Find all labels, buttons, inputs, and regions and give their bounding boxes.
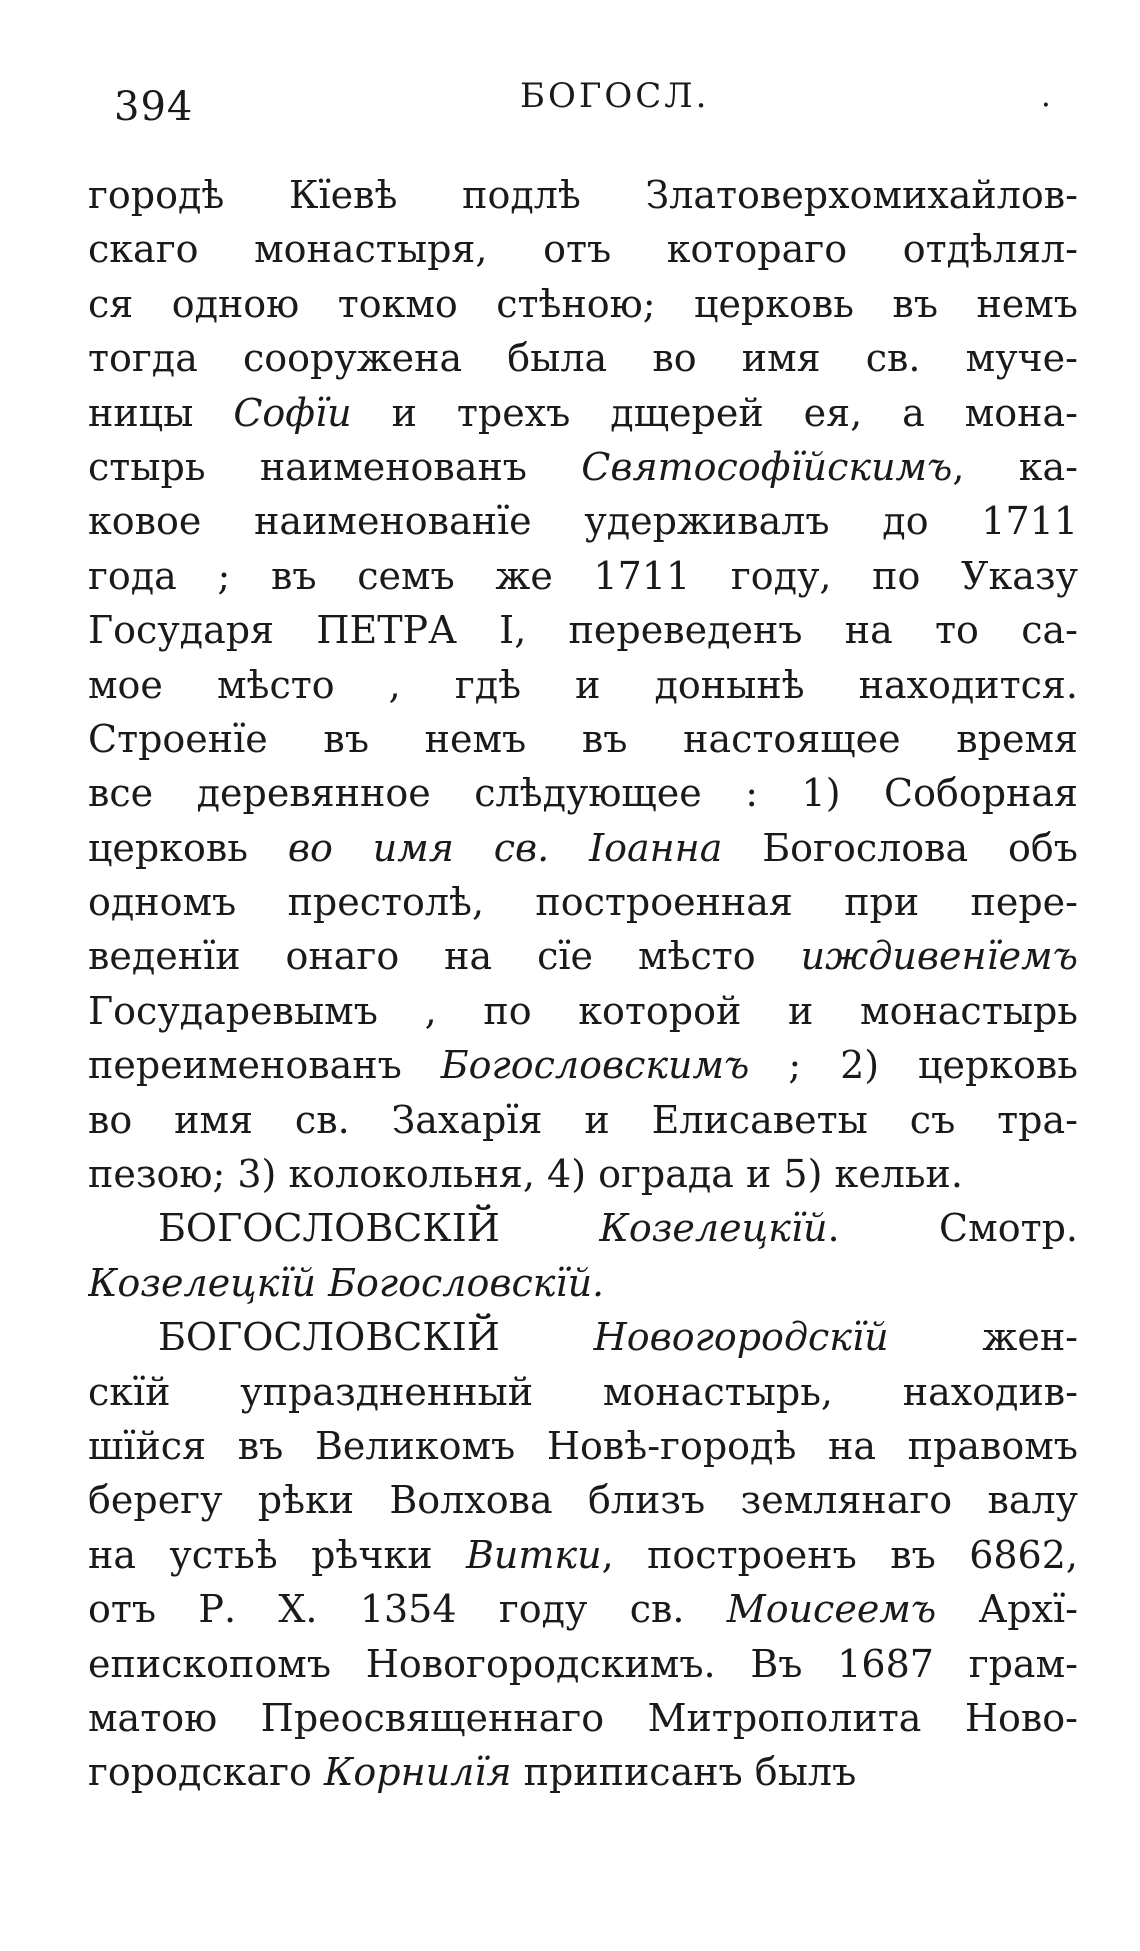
text-segment: , ка- (952, 444, 1078, 489)
text-segment: ся одною токмо стѣною; церковь въ немъ (88, 281, 1078, 326)
italic-text: Новогородскïй (593, 1315, 889, 1360)
text-segment: переименованъ (88, 1043, 441, 1088)
text-line (88, 440, 1078, 494)
text-segment: Строенïе въ немъ въ настоящее время (88, 716, 1078, 761)
text-line (88, 331, 1078, 385)
text-segment: БОГОСЛОВСКIЙ (158, 1206, 600, 1251)
text-segment: жен- (888, 1315, 1078, 1360)
text-line (88, 549, 1078, 603)
text-segment: берегу рѣки Волхова близъ землянаго валу (88, 1478, 1078, 1523)
text-segment: ницы (88, 390, 234, 435)
text-segment: веденïи онаго на сïе мѣсто (88, 934, 801, 979)
text-segment: епископомъ Новогородскимъ. Въ 1687 грам- (88, 1641, 1078, 1686)
text-line (88, 712, 1078, 766)
text-segment: отъ Р. Х. 1354 году св. (88, 1587, 727, 1632)
text-line (88, 1310, 1078, 1364)
text-line (88, 766, 1078, 820)
text-segment: приписанъ былъ (511, 1750, 857, 1795)
text-segment: и трехъ дщерей ея, а мона- (351, 390, 1078, 435)
text-segment: БОГОСЛОВСКIЙ (158, 1315, 594, 1360)
text-line (88, 658, 1078, 712)
text-line (88, 1093, 1078, 1147)
text-line (88, 1528, 1078, 1582)
text-segment: стырь наименованъ (88, 444, 582, 489)
text-line (88, 1473, 1078, 1527)
italic-text: иждивенïемъ (800, 934, 1078, 979)
text-line (88, 277, 1078, 331)
text-segment: городѣ Кïевѣ подлѣ Златоверхомихайлов- (88, 173, 1078, 217)
italic-text: во имя св. Iоанна (287, 825, 723, 870)
text-segment: пезою; 3) колокольня, 4) ограда и 5) кельи. (88, 1152, 963, 1197)
text-segment: скаго монастыря, отъ котораго отдѣлял- (88, 227, 1078, 272)
text-line (88, 929, 1078, 983)
running-head (110, 62, 1060, 132)
italic-text: Святософïйскимъ (581, 444, 953, 489)
text-line (88, 222, 1078, 276)
body-text (88, 168, 1078, 1800)
italic-text: Корнилïя (323, 1750, 512, 1795)
text-segment: мое мѣсто , гдѣ и донынѣ находится. (88, 662, 1078, 707)
text-segment: шïйся въ Великомъ Новѣ-городѣ на правомъ (88, 1423, 1078, 1468)
text-segment: скïй упраздненный монастырь, находив- (88, 1369, 1078, 1414)
page-number: 394 (114, 84, 194, 130)
text-line (88, 1365, 1078, 1419)
text-segment: тогда сооружена была во имя св. муче- (88, 336, 1078, 381)
text-line (88, 1637, 1078, 1691)
text-segment: , построенъ въ 6862, (601, 1532, 1078, 1577)
text-line (88, 1419, 1078, 1473)
text-segment: Государя ПЕТРА I, переведенъ на то са- (88, 608, 1078, 653)
text-line (88, 1582, 1078, 1636)
text-line (88, 1745, 1078, 1799)
text-segment: года ; въ семъ же 1711 году, по Указу (88, 553, 1078, 598)
text-segment: Богослова объ (722, 825, 1078, 870)
text-segment: матою Преосвященнаго Митрополита Ново- (88, 1695, 1078, 1740)
italic-text: Софïи (233, 390, 352, 435)
text-segment: одномъ престолѣ, построенная при пере- (88, 880, 1078, 925)
italic-text: Козелецкïй (599, 1206, 828, 1251)
text-segment: все деревянное слѣдующее : 1) Соборная (88, 771, 1078, 816)
text-line (88, 494, 1078, 548)
italic-text: Витки (465, 1532, 602, 1577)
text-line (88, 1038, 1078, 1092)
text-segment: ; 2) церковь (749, 1043, 1078, 1088)
running-title: БОГОСЛ. (520, 76, 710, 116)
text-line (88, 168, 1078, 222)
text-segment: церковь (88, 825, 288, 870)
text-line (88, 1256, 1078, 1310)
text-line (88, 603, 1078, 657)
text-line (88, 386, 1078, 440)
italic-text: Козелецкïй Богословскïй. (88, 1260, 605, 1305)
text-line (88, 1147, 1078, 1201)
margin-speck: • (1041, 98, 1050, 114)
text-line (88, 1691, 1078, 1745)
text-segment: во имя св. Захарïя и Елисаветы съ тра- (88, 1097, 1078, 1142)
text-line (88, 875, 1078, 929)
text-segment: Государевымъ , по которой и монастырь (88, 988, 1078, 1033)
text-segment: на устьѣ рѣчки (88, 1532, 466, 1577)
text-line (88, 1201, 1078, 1255)
italic-text: Богословскимъ (440, 1043, 750, 1088)
text-segment: Архï- (936, 1587, 1078, 1632)
italic-text: Моисеемъ (726, 1587, 937, 1632)
text-line (88, 821, 1078, 875)
text-segment: ковое наименованïе удерживалъ до 1711 (88, 499, 1078, 544)
text-line (88, 984, 1078, 1038)
text-segment: . Смотр. (827, 1206, 1078, 1251)
text-segment: городскаго (88, 1750, 324, 1795)
